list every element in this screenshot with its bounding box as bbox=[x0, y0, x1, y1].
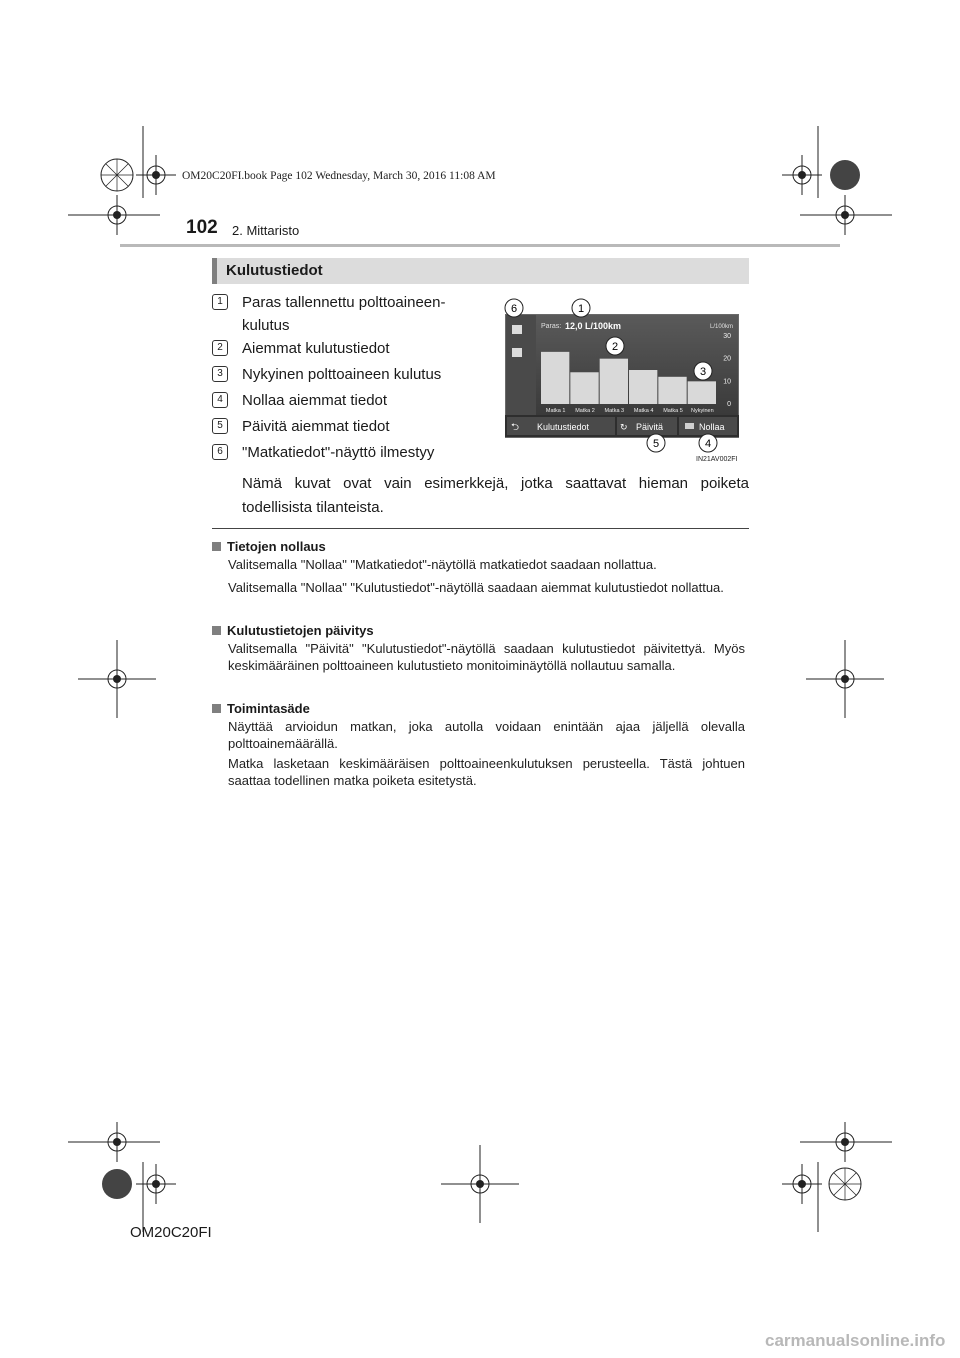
item-number: 1 bbox=[212, 294, 228, 310]
footer-code: OM20C20FI bbox=[130, 1224, 212, 1241]
subsection-title-text: Tietojen nollaus bbox=[227, 539, 326, 554]
item-text bbox=[242, 291, 482, 337]
callout-4: 4 bbox=[704, 438, 712, 450]
x-tick-label: Matka 2 bbox=[575, 408, 595, 414]
item-text-line2: kulutus bbox=[242, 317, 290, 334]
callout-3: 3 bbox=[699, 366, 707, 378]
bar-2 bbox=[570, 372, 598, 404]
bullet-square-icon bbox=[212, 542, 221, 551]
subsection-title-text: Kulutustietojen päivitys bbox=[227, 623, 374, 638]
x-tick-label: Matka 3 bbox=[604, 408, 625, 414]
reset-icon bbox=[685, 423, 694, 429]
bullet-square-icon bbox=[212, 704, 221, 713]
list-item bbox=[212, 291, 482, 337]
bullet-square-icon bbox=[212, 626, 221, 635]
y-tick-label: 30 bbox=[723, 333, 731, 340]
consumption-screen-svg bbox=[495, 298, 749, 464]
chapter-title: 2. Mittaristo bbox=[232, 223, 300, 238]
paragraph: Valitsemalla "Nollaa" "Kulutustiedot"-näytöllä saadaan aiemmat kulutustiedot nollattua. bbox=[228, 580, 724, 595]
section-divider bbox=[212, 528, 749, 529]
image-code: IN21AV002FI bbox=[696, 456, 738, 463]
item-number: 4 bbox=[212, 392, 228, 408]
page-number: 102 bbox=[186, 217, 218, 238]
item-number: 6 bbox=[212, 444, 228, 460]
paragraph: Valitsemalla "Päivitä" "Kulutustiedot"-näytöllä saadaan kulutustiedot päivitettyä. Myös keskimääräinen polttoaineen kulutustieto monitoiminäytöllä nollautuu samalla. bbox=[228, 641, 745, 673]
paragraph: Matka lasketaan keskimääräisen polttoaineenkulutuksen perusteella. Tästä johtuen saattaa todellinen matka poiketa esitetystä. bbox=[228, 756, 745, 788]
back-button-label: Kulutustiedot bbox=[537, 422, 590, 432]
bar-3 bbox=[600, 359, 628, 404]
unit-label: L/100km bbox=[710, 324, 734, 330]
y-tick-label: 0 bbox=[727, 401, 731, 408]
reset-button-label: Nollaa bbox=[699, 422, 725, 432]
item-text: Nollaa aiemmat tiedot bbox=[242, 392, 388, 409]
update-button-label: Päivitä bbox=[636, 422, 664, 432]
header-rule bbox=[120, 244, 840, 247]
subsection-title-text: Toimintasäde bbox=[227, 701, 310, 716]
note-text: Nämä kuvat ovat vain esimerkkejä, jotka saattavat hieman poiketa todellisista tilanteista. bbox=[242, 475, 749, 516]
subsection-title bbox=[212, 539, 326, 554]
item-number: 5 bbox=[212, 418, 228, 434]
best-value: 12,0 L/100km bbox=[565, 321, 622, 331]
x-tick-label: Matka 4 bbox=[633, 408, 654, 414]
back-arrow-icon: ⮌ bbox=[511, 422, 520, 433]
y-tick-label: 20 bbox=[723, 355, 731, 363]
subsection-title bbox=[212, 701, 310, 716]
x-tick-label: Matka 5 bbox=[663, 408, 683, 414]
bar-4 bbox=[629, 370, 657, 404]
bar-6 bbox=[688, 381, 716, 404]
refresh-icon: ↻ bbox=[620, 423, 628, 433]
x-tick-label: Nykyinen bbox=[691, 408, 714, 414]
y-tick-label: 10 bbox=[723, 378, 731, 386]
callout-5: 5 bbox=[652, 438, 660, 450]
section-header bbox=[212, 258, 749, 284]
paragraph: Näyttää arvioidun matkan, joka autolla voidaan enintään ajaa jäljellä olevalla polttoainemäärällä. bbox=[228, 719, 745, 751]
consumption-screen-figure bbox=[495, 298, 749, 464]
callout-1: 1 bbox=[577, 303, 585, 315]
best-label: Paras: bbox=[541, 323, 562, 330]
trip-icon bbox=[512, 348, 522, 357]
item-number: 3 bbox=[212, 366, 228, 382]
item-text: "Matkatiedot"-näyttö ilmestyy bbox=[242, 444, 435, 461]
section-title: Kulutustiedot bbox=[226, 262, 323, 279]
item-text: Nykyinen polttoaineen kulutus bbox=[242, 366, 442, 383]
item-text-line1: Paras tallennettu polttoaineen- bbox=[242, 294, 446, 311]
callout-2: 2 bbox=[611, 341, 619, 353]
watermark-logo bbox=[765, 1326, 955, 1354]
watermark-text: carmanualsonline.info bbox=[765, 1331, 946, 1350]
item-number: 2 bbox=[212, 340, 228, 356]
callout-6: 6 bbox=[510, 303, 518, 315]
bar-5 bbox=[658, 377, 686, 404]
book-info-line: OM20C20FI.book Page 102 Wednesday, March 30, 2016 11:08 AM bbox=[182, 170, 496, 182]
item-text: Aiemmat kulutustiedot bbox=[242, 340, 390, 357]
section-accent bbox=[212, 258, 217, 284]
x-tick-label: Matka 1 bbox=[545, 408, 566, 414]
flag-icon bbox=[512, 325, 522, 334]
subsection-title bbox=[212, 623, 374, 638]
item-text: Päivitä aiemmat tiedot bbox=[242, 418, 390, 435]
bar-1 bbox=[541, 352, 569, 404]
paragraph: Valitsemalla "Nollaa" "Matkatiedot"-näytöllä matkatiedot saadaan nollattua. bbox=[228, 557, 657, 572]
